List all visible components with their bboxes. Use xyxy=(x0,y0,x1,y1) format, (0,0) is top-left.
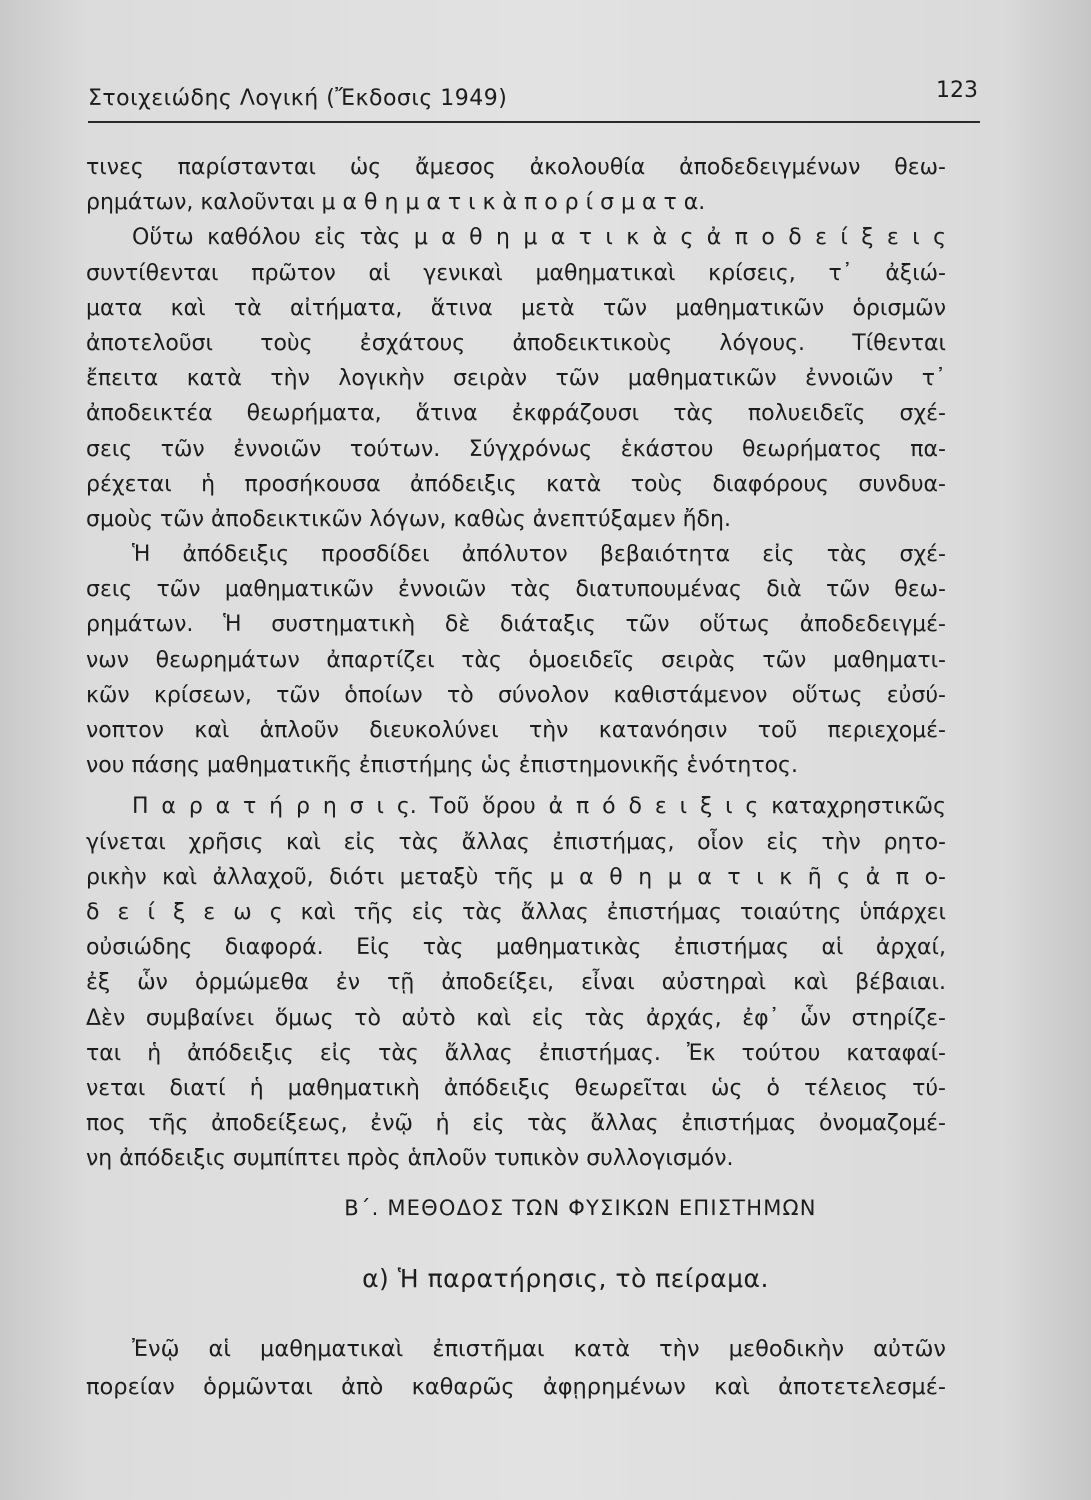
page-number: 123 xyxy=(936,78,978,103)
text-line: νου πάσης μαθηματικῆς ἐπιστήμης ὡς ἐπιστημονικῆς ἑνότητος. xyxy=(86,753,798,779)
text-line: νεται διατί ἡ μαθηματικὴ ἀπόδειξις θεωρεῖται ὡς ὁ τέλειος τύ- xyxy=(86,1075,946,1101)
text-line: ρικὴν καὶ ἀλλαχοῦ, διότι μεταξὺ τῆς μ α θ η μ α τ ι κ ῆ ς ἀ π ο- xyxy=(86,864,946,890)
text-line: κῶν κρίσεων, τῶν ὁποίων τὸ σύνολον καθιστάμενον οὕτως εὐσύ- xyxy=(86,682,946,708)
text-line: ἀποτελοῦσι τοὺς ἐσχάτους ἀποδεικτικοὺς λόγους. Τίθενται xyxy=(86,330,946,356)
text-line: ἔπειτα κατὰ τὴν λογικὴν σειρὰν τῶν μαθηματικῶν ἐννοιῶν τ᾽ xyxy=(86,366,946,392)
text-line: σεις τῶν ἐννοιῶν τούτων. Σύγχρόνως ἑκάστου θεωρήματος πα- xyxy=(86,436,946,462)
text-line: πος τῆς ἀποδείξεως, ἐνῷ ἡ εἰς τὰς ἄλλας ἐπιστήμας ὀνομαζομέ- xyxy=(86,1111,946,1137)
text-line: νη ἀπόδειξις συμπίπτει πρὸς ἁπλοῦν τυπικὸν συλλογισμόν. xyxy=(86,1146,734,1172)
text-line: γίνεται χρῆσις καὶ εἰς τὰς ἄλλας ἐπιστήμας, οἷον εἰς τὴν ρητο- xyxy=(86,829,946,855)
text-line: δ ε ί ξ ε ω ς καὶ τῆς εἰς τὰς ἄλλας ἐπιστήμας τοιαύτης ὑπάρχει xyxy=(86,899,946,925)
text-line: ρέχεται ἡ προσήκουσα ἀπόδειξις κατὰ τοὺς διαφόρους συνδυα- xyxy=(86,471,946,497)
text-line: ται ἡ ἀπόδειξις εἰς τὰς ἄλλας ἐπιστήμας. Ἐκ τούτου καταφαί- xyxy=(86,1040,946,1066)
section-heading: Β΄. ΜΕΘΟΔΟΣ ΤΩΝ ΦΥΣΙΚΩΝ ΕΠΙΣΤΗΜΩΝ xyxy=(344,1196,817,1220)
text-line: συντίθενται πρῶτον αἱ γενικαὶ μαθηματικαὶ κρίσεις, τ᾽ ἀξιώ- xyxy=(86,260,946,286)
text-line: ρημάτων. Ἡ συστηματικὴ δὲ διάταξις τῶν οὕτως ἀποδεδειγμέ- xyxy=(86,612,946,638)
text-line: σμοὺς τῶν ἀποδεικτικῶν λόγων, καθὼς ἀνεπτύξαμεν ἤδη. xyxy=(86,506,731,532)
text-line: ἐξ ὧν ὁρμώμεθα ἐν τῇ ἀποδείξει, εἶναι αὐστηραὶ καὶ βέβαιαι. xyxy=(86,970,946,996)
body-text xyxy=(86,150,946,1176)
text-line: τινες παρίστανται ὡς ἄμεσος ἀκολουθία ἀποδεδειγμένων θεω- xyxy=(86,155,946,180)
text-line: Ἐνῷ αἱ μαθηματικαὶ ἐπιστῆμαι κατὰ τὴν μεθοδικὴν αὐτῶν xyxy=(132,1336,946,1362)
text-line: οὐσιώδης διαφορά. Εἰς τὰς μαθηματικὰς ἐπιστήμας αἱ ἀρχαί, xyxy=(86,935,946,961)
header-rule xyxy=(88,121,980,123)
text-line: σεις τῶν μαθηματικῶν ἐννοιῶν τὰς διατυπουμένας διὰ τῶν θεω- xyxy=(86,577,946,603)
running-title: Στοιχειώδης Λογική (Ἔκδοσις 1949) xyxy=(88,86,508,111)
text-line: πορείαν ὁρμῶνται ἀπὸ καθαρῶς ἀφῃρημένων καὶ ἀποτετελεσμέ- xyxy=(86,1374,946,1400)
text-line: Οὕτω καθόλου εἰς τὰς μ α θ η μ α τ ι κ ὰ ς ἀ π ο δ ε ί ξ ε ι ς xyxy=(132,225,946,251)
tail-text xyxy=(86,1330,946,1406)
text-line: ἀποδεικτέα θεωρήματα, ἅτινα ἐκφράζουσι τὰς πολυειδεῖς σχέ- xyxy=(86,401,946,427)
running-head xyxy=(88,78,978,118)
text-line: ρημάτων, καλοῦνται μ α θ η μ α τ ι κ ὰ π ο ρ ί σ μ α τ α. xyxy=(86,190,706,216)
text-line: Ἡ ἀπόδειξις προσδίδει ἀπόλυτον βεβαιότητα εἰς τὰς σχέ- xyxy=(132,542,946,568)
text-line: νων θεωρημάτων ἀπαρτίζει τὰς ὁμοειδεῖς σειρὰς τῶν μαθηματι- xyxy=(86,647,946,673)
sub-heading: α) Ἡ παρατήρησις, τὸ πείραμα. xyxy=(362,1264,769,1293)
text-line: Δὲν συμβαίνει ὅμως τὸ αὐτὸ καὶ εἰς τὰς ἀρχάς, ἐφ᾽ ὧν στηρίζε- xyxy=(86,1005,946,1031)
text-line: Π α ρ α τ ή ρ η σ ι ς. Τοῦ ὅρου ἀ π ό δ ε ι ξ ι ς καταχρηστικῶς xyxy=(132,794,946,820)
text-line: νοπτον καὶ ἁπλοῦν διευκολύνει τὴν κατανόησιν τοῦ περιεχομέ- xyxy=(86,718,946,743)
text-line: ματα καὶ τὰ αἰτήματα, ἅτινα μετὰ τῶν μαθηματικῶν ὁρισμῶν xyxy=(86,295,946,321)
